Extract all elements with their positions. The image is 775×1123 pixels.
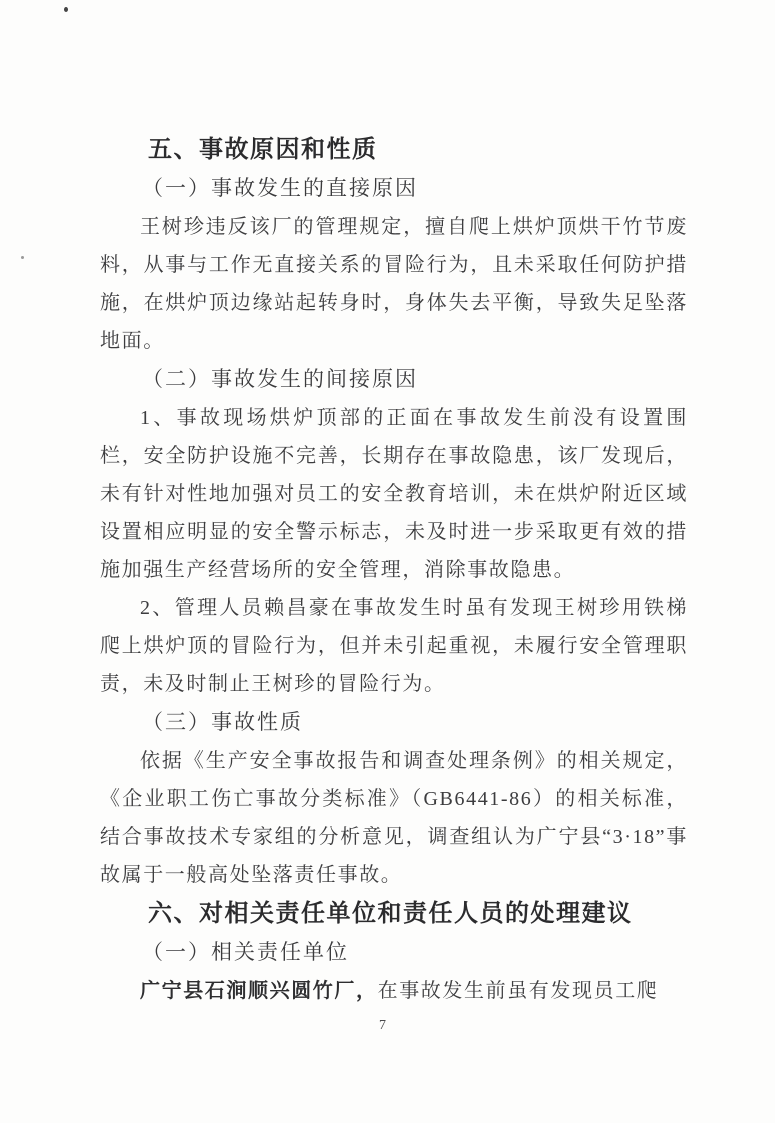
paragraph-direct-cause: 王树珍违反该厂的管理规定，擅自爬上烘炉顶烘干竹节废料，从事与工作无直接关系的冒险行为，且未采取任何防护措施，在烘炉顶边缘站起转身时，身体失去平衡，导致失足坠落地面。 bbox=[100, 216, 688, 352]
section-6-heading: 六、对相关责任单位和责任人员的处理建议 bbox=[148, 900, 633, 927]
responsible-unit-name: 广宁县石涧顺兴圆竹厂， bbox=[140, 980, 378, 1002]
paragraph-responsible-unit bbox=[100, 972, 688, 1010]
scan-speck bbox=[21, 256, 24, 259]
paragraph-accident-nature: 依据《生产安全事故报告和调查处理条例》的相关规定，《企业职工伤亡事故分类标准》（GB6441-86）的相关标准，结合事故技术专家组的分析意见，调查组认为广宁县“3·18”事故属于一般高处坠落责任事故。 bbox=[100, 750, 688, 886]
section-6-sub-1-heading: （一）相关责任单位 bbox=[142, 940, 349, 964]
page-number: 7 bbox=[379, 1018, 386, 1033]
section-5-sub-2-heading: （二）事故发生的间接原因 bbox=[142, 367, 418, 391]
report-body bbox=[100, 130, 688, 1010]
section-5-sub-3-heading: （三）事故性质 bbox=[142, 710, 303, 734]
paragraph-indirect-cause-1: 1、事故现场烘炉顶部的正面在事故发生前没有设置围栏，安全防护设施不完善，长期存在事故隐患，该厂发现后，未有针对性地加强对员工的安全教育培训，未在烘炉附近区域设置相应明显的安全警示标志，未及时进一步采取更有效的措施加强生产经营场所的安全管理，消除事故隐患。 bbox=[100, 407, 688, 581]
section-5-sub-1-heading: （一）事故发生的直接原因 bbox=[142, 176, 418, 200]
paragraph-indirect-cause-2: 2、管理人员赖昌豪在事故发生时虽有发现王树珍用铁梯爬上烘炉顶的冒险行为，但并未引起重视，未履行安全管理职责，未及时制止王树珍的冒险行为。 bbox=[100, 597, 688, 695]
section-5-heading: 五、事故原因和性质 bbox=[148, 136, 378, 163]
responsible-unit-text: 在事故发生前虽有发现员工爬 bbox=[377, 980, 659, 1002]
scan-speck bbox=[64, 7, 68, 12]
